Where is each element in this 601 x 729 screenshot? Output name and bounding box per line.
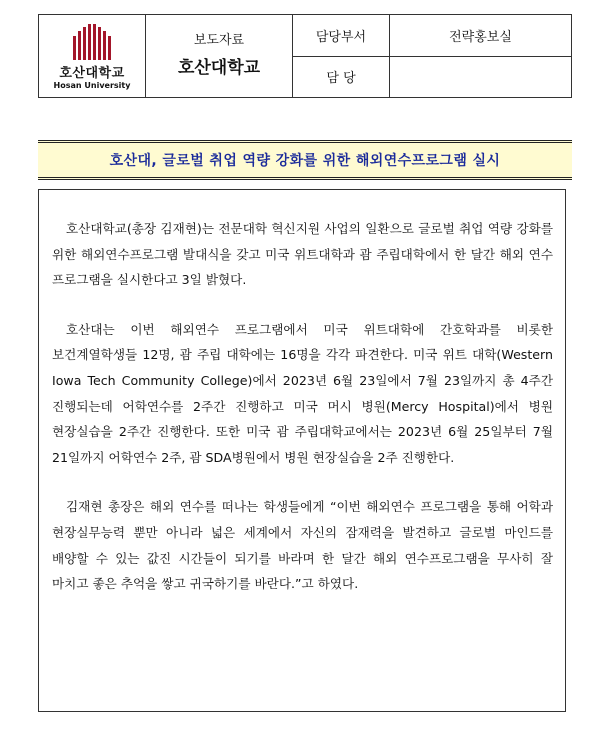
article-paragraph: 호산대는 이번 해외연수 프로그램에서 미국 위트대학에 간호학과를 비롯한 보건계열학생들 12명, 괌 주립 대학에는 16명을 각각 파견한다. 미국 위트 대학(Western Iowa Tech Community College)에서 2023년 6월 23일에서 7월 23일까지 총 4주간 진행되는데 어학연수를 2주간 진행하고 미국 머시 병원(Mercy Hospital)에서 병원 현장실습을 2주간 진행한다. 또한 미국 괌 주립대학교에서는 2023년 6월 25일부터 7월 21일까지 어학연수 2주, 괌 SDA병원에서 병원 현장실습을 2주 진행한다. <box>52 321 553 465</box>
logo-name-korean: 호산대학교 <box>59 65 125 81</box>
article-body <box>38 189 566 712</box>
department-label: 담당부서 <box>293 15 390 57</box>
article-paragraph: 김재현 총장은 해외 연수를 떠나는 학생들에게 “이번 해외연수 프로그램을 통해 어학과 현장실무능력 뿐만 아니라 넓은 세계에서 자신의 잠재력을 발견하고 글로벌 마인드를 배양할 수 있는 값진 시간들이 되기를 바라며 한 달간 해외 연수프로그램을 무사히 잘 마치고 좋은 추억을 쌓고 귀국하기를 바란다.”고 하였다. <box>52 499 553 592</box>
department-value: 전략홍보실 <box>390 15 572 57</box>
contact-person-label: 담 당 <box>293 56 390 98</box>
press-release-header <box>38 14 572 98</box>
logo-name-english: Hosan University <box>53 80 131 90</box>
logo-cell <box>39 15 146 98</box>
hosan-university-emblem-icon <box>70 22 114 62</box>
contact-person-value <box>390 56 572 98</box>
press-release-organization: 호산대학교 <box>177 58 261 78</box>
press-release-label: 보도자료 <box>193 33 245 48</box>
headline-banner <box>38 140 572 180</box>
headline-title: 호산대, 글로벌 취업 역량 강화를 위한 해외연수프로그램 실시 <box>109 153 501 169</box>
article-paragraph: 호산대학교(총장 김재현)는 전문대학 혁신지원 사업의 일환으로 글로벌 취업 역량 강화를 위한 해외연수프로그램 발대식을 갖고 미국 위트대학과 괌 주립대학에서 한 달간 해외 연수 프로그램을 실시한다고 3일 밝혔다. <box>52 221 553 288</box>
press-release-cell <box>146 15 293 98</box>
